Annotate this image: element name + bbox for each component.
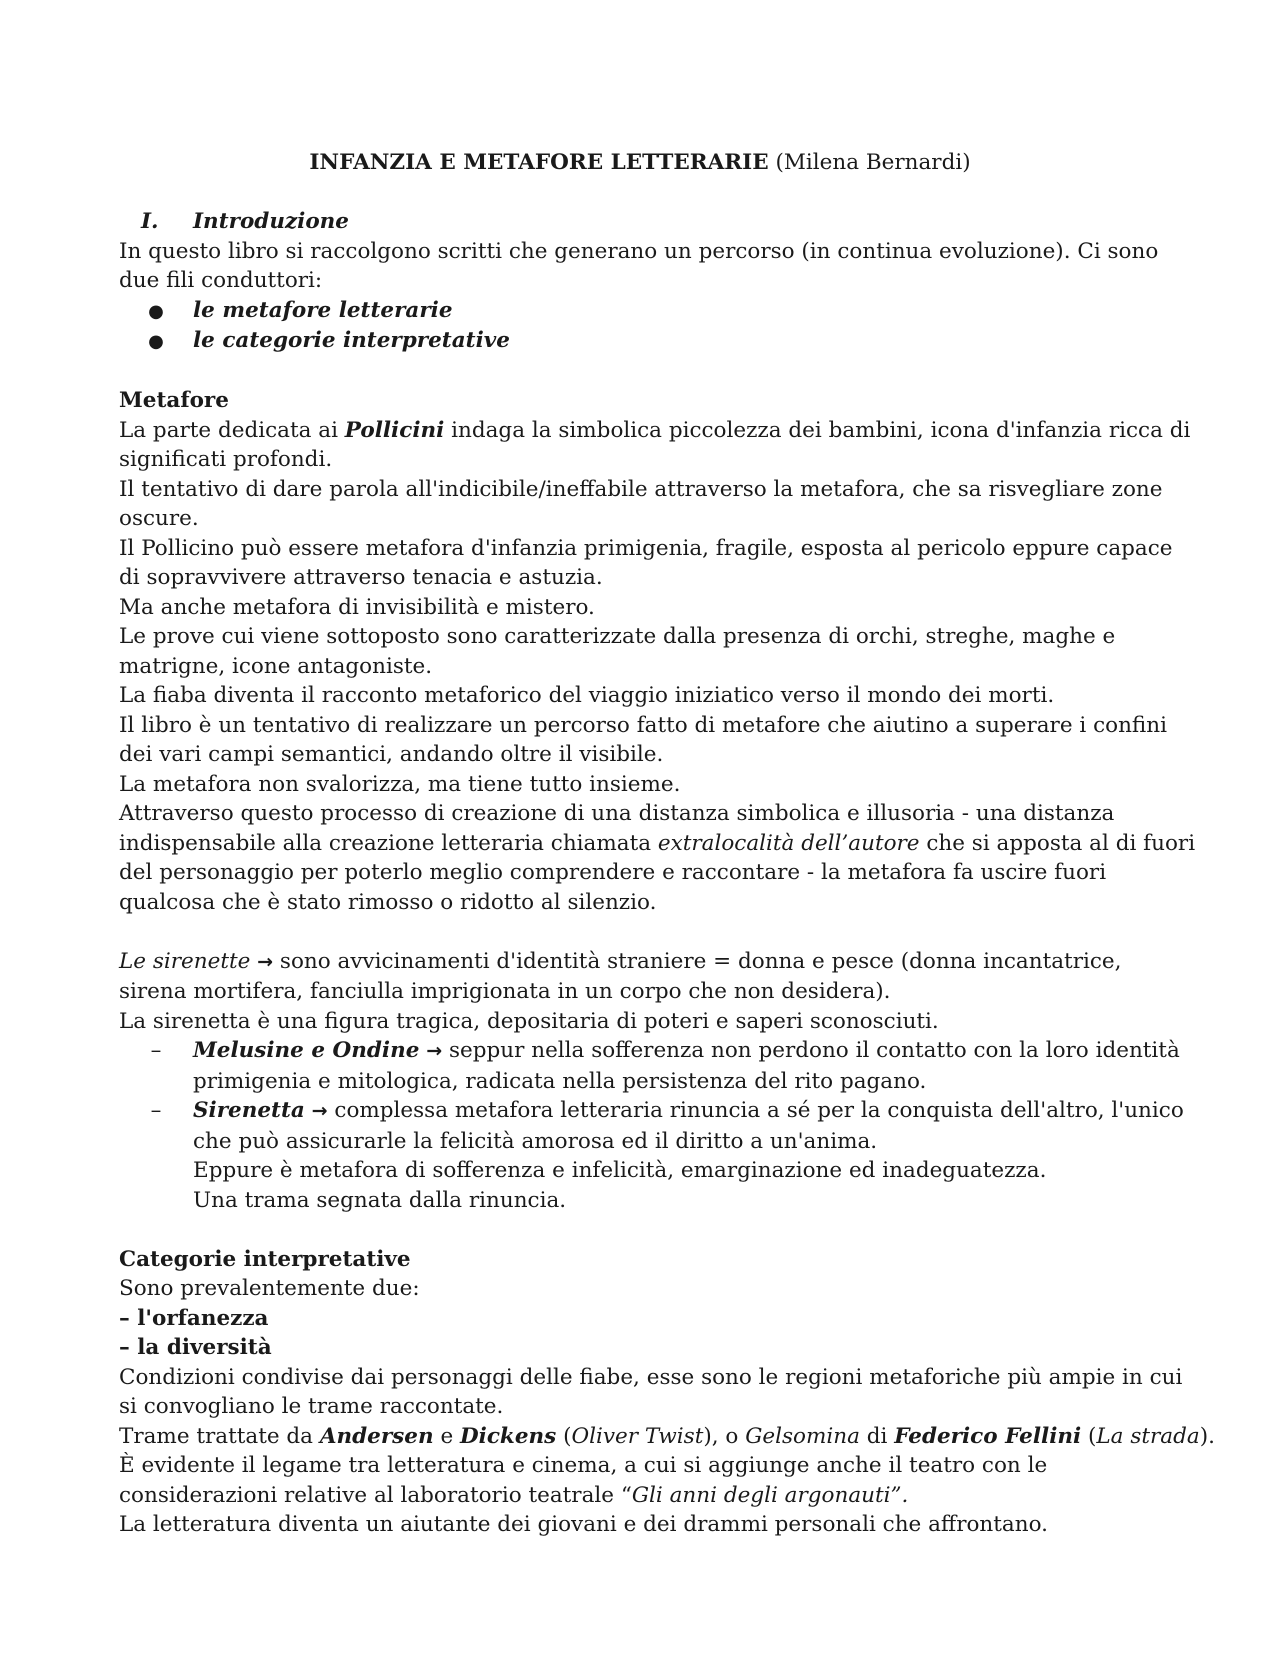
list-item: – Sirenetta → complessa metafora letteraria rinuncia a sé per la conquista dell'altro, l'unico — [119, 1096, 1179, 1127]
paragraph-line: qualcosa che è stato rimosso o ridotto al silenzio. — [119, 889, 657, 915]
paragraph-line: si convogliano le trame raccontate. — [119, 1394, 504, 1419]
title-author: (Milena Bernardi) — [775, 150, 971, 175]
paragraph-line: La sirenetta è una figura tragica, depositaria di poteri e saperi sconosciuti. — [119, 1008, 939, 1034]
dash-icon: – — [150, 1098, 162, 1123]
section-heading-categorie: Categorie interpretative — [119, 1246, 411, 1272]
paragraph-line: La parte dedicata ai Pollicini indaga la simbolica piccolezza dei bambini, icona d'infanzia ricca di — [119, 417, 1191, 443]
paragraph-line: La fiaba diventa il racconto metaforico del viaggio iniziatico verso il mondo dei morti. — [119, 683, 1055, 708]
list-item — [119, 296, 1179, 327]
paragraph-line: Attraverso questo processo di creazione di una distanza simbolica e illusoria - una distanza — [119, 801, 1115, 826]
paragraph-line: Il tentativo di dare parola all'indicibile/ineffabile attraverso la metafora, che sa risvegliare zone — [119, 476, 1163, 502]
bullet-icon: ● — [148, 331, 164, 352]
paragraph-line: oscure. — [119, 506, 199, 531]
document-title — [0, 148, 1280, 178]
paragraph-line: Trame trattate da Andersen e Dickens (Oliver Twist), o Gelsomina di Federico Fellini (La strada). — [119, 1423, 1215, 1449]
bullet-icon: ● — [148, 300, 164, 322]
intro-line: due fili conduttori: — [119, 268, 323, 293]
dash-icon: – — [150, 1038, 162, 1063]
paragraph-line: Le sirenette → sono avvicinamenti d'identità straniere = donna e pesce (donna incantatrice, — [119, 948, 1122, 974]
paragraph-line: Condizioni condivise dai personaggi delle fiabe, esse sono le regioni metaforiche più ampie in cui — [119, 1364, 1183, 1390]
paragraph-line: significati profondi. — [119, 447, 333, 472]
list-item: – Melusine e Ondine → seppur nella sofferenza non perdono il contatto con la loro identità — [119, 1036, 1179, 1067]
list-item-continuation: primigenia e mitologica, radicata nella persistenza del rito pagano. — [193, 1068, 927, 1094]
sirenette-label: Le sirenette — [119, 948, 251, 974]
category-item: – l'orfanezza — [119, 1305, 269, 1331]
list-item — [119, 326, 1179, 357]
paragraph-line: Il libro è un tentativo di realizzare un percorso fatto di metafore che aiutino a superare i confini — [119, 712, 1167, 738]
arrow-right-icon: → — [311, 1100, 328, 1122]
paragraph-line: La metafora non svalorizza, ma tiene tutto insieme. — [119, 771, 681, 797]
arrow-right-icon: → — [257, 950, 274, 973]
list-item-continuation: Una trama segnata dalla rinuncia. — [193, 1187, 567, 1213]
list-item-continuation: che può assicurarle la felicità amorosa ed il diritto a un'anima. — [193, 1128, 878, 1154]
title-main: INFANZIA E METAFORE LETTERARIE — [309, 150, 769, 175]
paragraph-line: La letteratura diventa un aiutante dei giovani e dei drammi personali che affrontano. — [119, 1512, 1048, 1537]
paragraph-line: del personaggio per poterlo meglio comprendere e raccontare - la metafora fa uscire fuori — [119, 860, 1107, 885]
paragraph-line: È evidente il legame tra letteratura e cinema, a cui si aggiunge anche il teatro con le — [119, 1453, 1048, 1478]
paragraph-line: sirena mortifera, fanciulla imprigionata in un corpo che non desidera). — [119, 979, 891, 1004]
intro-number: I. — [141, 209, 159, 234]
paragraph-line: considerazioni relative al laboratorio teatrale “Gli anni degli argonauti”. — [119, 1482, 909, 1508]
paragraph-line: matrigne, icone antagoniste. — [119, 653, 433, 679]
paragraph-line: Le prove cui viene sottoposto sono caratterizzate dalla presenza di orchi, streghe, maghe e — [119, 624, 1116, 649]
category-item: – la diversità — [119, 1335, 272, 1360]
document-body — [119, 207, 1215, 1540]
paragraph-line: indispensabile alla creazione letteraria chiamata extralocalità dell’autore che si apposta al di fuori — [119, 830, 1196, 856]
intro-line: In questo libro si raccolgono scritti che generano un percorso (in continua evoluzione). Ci sono — [119, 238, 1159, 264]
arrow-right-icon: → — [426, 1040, 443, 1062]
list-item-text: le metafore letterarie — [193, 297, 453, 323]
intro-heading — [119, 207, 1179, 237]
list-item-text: le categorie interpretative — [193, 328, 510, 353]
paragraph-line: Il Pollicino può essere metafora d'infanzia primigenia, fragile, esposta al pericolo eppure capace — [119, 535, 1173, 561]
paragraph-line: Ma anche metafora di invisibilità e mistero. — [119, 594, 595, 620]
intro-heading-text: Introduzione — [193, 209, 349, 234]
paragraph-line: dei vari campi semantici, andando oltre il visibile. — [119, 742, 664, 767]
paragraph-line: Sono prevalentemente due: — [119, 1276, 420, 1301]
paragraph-line: di sopravvivere attraverso tenacia e astuzia. — [119, 565, 603, 590]
section-heading-metafore: Metafore — [119, 388, 229, 413]
list-item-continuation: Eppure è metafora di sofferenza e infelicità, emarginazione ed inadeguatezza. — [193, 1158, 1047, 1183]
